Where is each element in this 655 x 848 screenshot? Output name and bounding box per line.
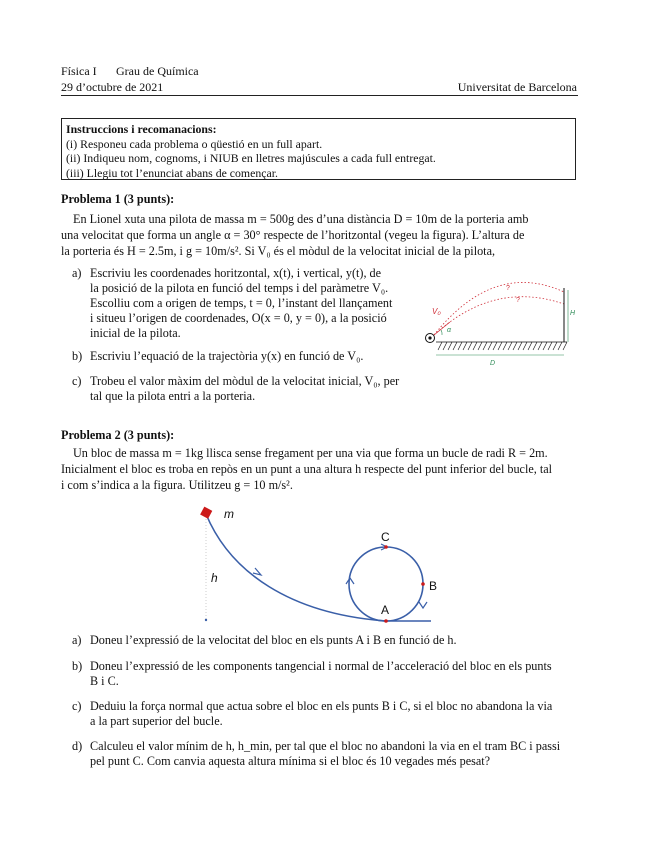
problem1-intro xyxy=(61,212,578,259)
point-b-marker xyxy=(421,582,425,586)
height-label: h xyxy=(211,571,218,585)
distance-label: D xyxy=(490,360,496,367)
instructions-box xyxy=(61,118,576,180)
block-icon xyxy=(200,507,212,519)
point-a-marker xyxy=(384,619,388,623)
point-b-label: B xyxy=(429,579,438,593)
ball-pattern xyxy=(428,336,431,339)
degree-name: Grau de Química xyxy=(116,64,199,78)
item-line: i situeu l’origen de coordenades, O(x = 0, y = 0), a la posició xyxy=(90,311,387,325)
instruction-item: (i) Responeu cada problema o qüestió en un full apart. xyxy=(66,136,323,151)
problem1-intro-line: En Lionel xuta una pilota de massa m = 500g des d’una distància D = 10m de la porteria amb xyxy=(73,212,529,226)
item-label: d) xyxy=(72,739,83,753)
item-line: Trobeu el valor màxim del mòdul de la velocitat inicial, V₀, per xyxy=(90,374,400,388)
problem2-title: Problema 2 (3 punts): xyxy=(61,428,175,442)
item-line: Escriviu l’equació de la trajectòria y(x) en funció de V₀. xyxy=(90,349,364,363)
trajectory-low xyxy=(434,297,564,335)
ground-hatching xyxy=(438,342,567,350)
point-c-label: C xyxy=(381,530,390,544)
alpha-label: α xyxy=(447,327,451,334)
angle-arc xyxy=(441,330,442,335)
item-line: Calculeu el valor mínim de h, h_min, per tal que el bloc no abandoni la via en el tram BC i passi xyxy=(90,739,561,753)
point-c-marker xyxy=(384,545,388,549)
height-label: H xyxy=(570,310,576,317)
item-label: b) xyxy=(72,349,83,363)
exam-date: 29 d’octubre de 2021 xyxy=(61,80,164,94)
v0-label: V₀ xyxy=(432,307,441,316)
loop-track-figure xyxy=(195,502,445,624)
problem1-intro-line: una velocitat que forma un angle α = 30° respecte de l’horitzontal (vegeu la figura). L’altura de xyxy=(61,227,525,242)
item-line: a la part superior del bucle. xyxy=(90,714,223,728)
problem2-intro-line: Inicialment el bloc es troba en repòs en un punt a una altura h respecte del punt inferior del bucle, tal xyxy=(61,461,553,476)
item-label: a) xyxy=(72,266,82,280)
item-label: c) xyxy=(72,699,82,713)
problem2-intro-line: Un bloc de massa m = 1kg llisca sense fregament per una via que forma un bucle de radi R = 2m. xyxy=(73,446,548,460)
item-line: B i C. xyxy=(90,674,119,688)
header-rule xyxy=(61,95,578,96)
slope-arrow-icon xyxy=(253,568,261,575)
item-line: inicial de la pilota. xyxy=(90,326,181,340)
problem2-intro xyxy=(61,446,578,493)
question-mark: ? xyxy=(516,297,520,304)
instructions-title: Instruccions i recomanacions: xyxy=(66,122,217,136)
item-label: c) xyxy=(72,374,82,388)
loop-arrow-icon xyxy=(419,602,427,608)
instruction-item: (ii) Indiqueu nom, cognoms, i NIUB en lletres majúscules a cada full entregat. xyxy=(66,151,436,165)
item-line: tal que la pilota entri a la porteria. xyxy=(90,389,256,403)
item-line: Doneu l’expressió de les components tangencial i normal de l’acceleració del bloc en els punts xyxy=(90,659,552,673)
item-line: pel punt C. Com canvia aquesta altura mínima si el bloc és 10 vegades més pesat? xyxy=(90,754,491,768)
ground-point xyxy=(205,619,207,621)
university-name: Universitat de Barcelona xyxy=(457,80,577,94)
item-label: a) xyxy=(72,633,82,647)
item-line: Doneu l’expressió de la velocitat del bloc en els punts A i B en funció de h. xyxy=(90,633,457,647)
item-line: Escriviu les coordenades horitzontal, x(t), i vertical, y(t), de xyxy=(90,266,382,280)
problem2-intro-line: i com s’indica a la figura. Utilitzeu g = 10 m/s². xyxy=(61,477,293,492)
item-line: Deduiu la força normal que actua sobre el bloc en els punts B i C, si el bloc no abandona la via xyxy=(90,699,553,713)
item-line: la posició de la pilota en funció del temps i del paràmetre V₀. xyxy=(90,281,389,295)
kick-trajectory-figure xyxy=(424,270,582,370)
question-mark: ? xyxy=(506,285,510,292)
course-name: Física I xyxy=(61,64,97,78)
loop-arrow-icon xyxy=(346,578,354,584)
item-label: b) xyxy=(72,659,83,673)
problem1-intro-line: la porteria és H = 2.5m, i g = 10m/s². Si V₀ és el mòdul de la velocitat inicial de la pilota, xyxy=(61,243,496,258)
trajectory-high xyxy=(434,282,564,335)
problem1-title: Problema 1 (3 punts): xyxy=(61,192,175,206)
instruction-item: (iii) Llegiu tot l’enunciat abans de començar. xyxy=(66,165,278,180)
item-line: Escolliu com a origen de temps, t = 0, l’instant del llançament xyxy=(90,296,393,310)
slope-track xyxy=(206,514,386,621)
point-a-label: A xyxy=(381,603,390,617)
mass-label: m xyxy=(224,507,234,521)
